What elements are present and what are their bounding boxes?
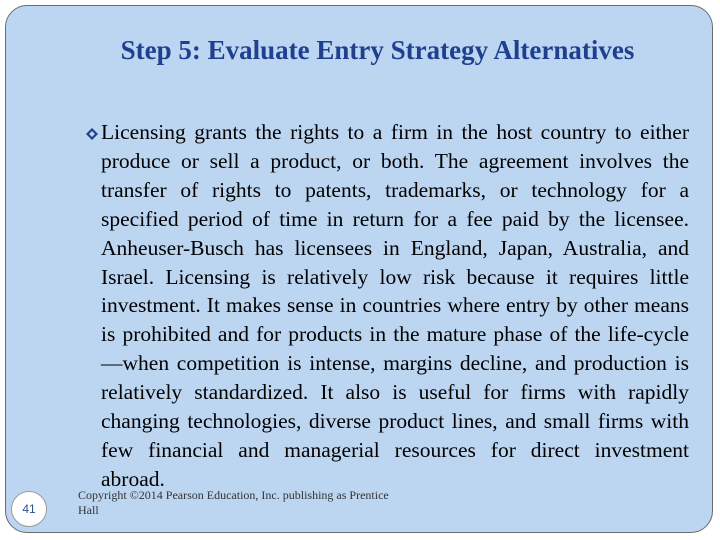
copyright-footer: Copyright ©2014 Pearson Education, Inc. publishing as Prentice Hall [78, 488, 389, 517]
bullet-text: Licensing grants the rights to a firm in the host country to either produce or sell a product, or both. The agreement involves the transfer of rights to patents, trademarks, or technology for a specified period of time in return for a fee paid by the licensee. Anheuser-Busch has licensees in England, Japan, Australia, and Israel. Licensing is relatively low risk because it requires little investment. It makes sense in countries where entry by other means is prohibited and for products in the mature phase of the life-cycle—when competition is intense, margins decline, and production is relatively standardized. It also is useful for firms with rapidly changing technologies, diverse product lines, and small firms with few financial and managerial resources for direct investment abroad. [101, 120, 689, 491]
diamond-bullet-icon [86, 128, 98, 140]
slide-title: Step 5: Evaluate Entry Strategy Alternatives [120, 35, 635, 65]
page-number: 41 [11, 491, 47, 527]
